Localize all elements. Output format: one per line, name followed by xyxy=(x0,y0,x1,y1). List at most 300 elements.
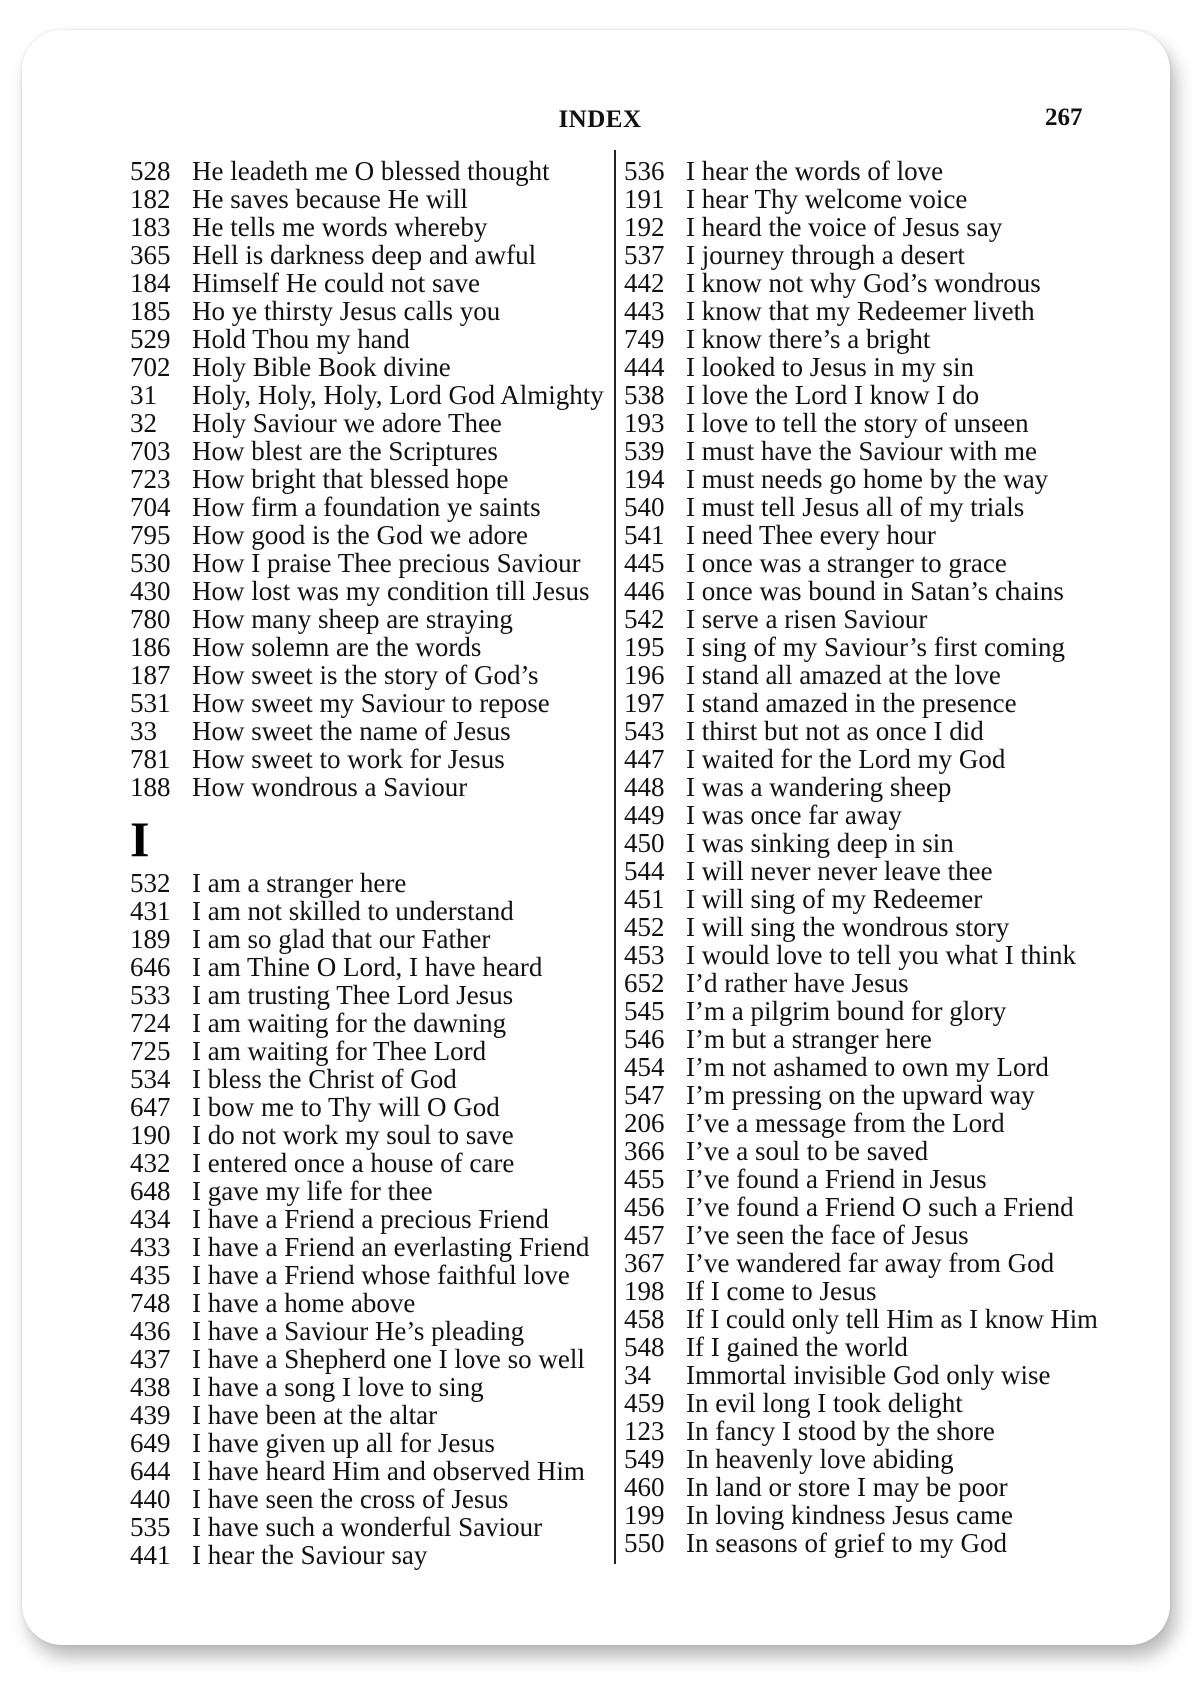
hymn-number: 189 xyxy=(130,924,171,954)
hymn-number: 530 xyxy=(130,548,171,578)
hymn-title: I serve a risen Saviour xyxy=(686,604,928,634)
index-entry xyxy=(130,1261,610,1289)
index-entry xyxy=(624,1165,1104,1193)
hymn-number: 197 xyxy=(624,688,665,718)
index-entry xyxy=(130,465,610,493)
index-entry xyxy=(130,953,610,981)
index-entry xyxy=(130,689,610,717)
hymn-number: 795 xyxy=(130,520,171,550)
hymn-number: 781 xyxy=(130,744,171,774)
index-entry xyxy=(130,1373,610,1401)
hymn-number: 31 xyxy=(130,380,157,410)
index-entry xyxy=(624,1109,1104,1137)
hymn-number: 704 xyxy=(130,492,171,522)
hymn-number: 446 xyxy=(624,576,665,606)
hymn-number: 652 xyxy=(624,968,665,998)
hymn-number: 199 xyxy=(624,1500,665,1530)
hymn-title: If I come to Jesus xyxy=(686,1276,877,1306)
hymn-number: 444 xyxy=(624,352,665,382)
hymn-title: I have given up all for Jesus xyxy=(192,1428,495,1458)
index-entry xyxy=(624,325,1104,353)
hymn-number: 367 xyxy=(624,1248,665,1278)
index-entry xyxy=(624,1389,1104,1417)
index-entry xyxy=(130,661,610,689)
index-entry xyxy=(130,1093,610,1121)
index-entry xyxy=(130,869,610,897)
hymn-title: I stand all amazed at the love xyxy=(686,660,1001,690)
hymn-title: I’m a pilgrim bound for glory xyxy=(686,996,1007,1026)
hymn-title: I love to tell the story of unseen xyxy=(686,408,1029,438)
hymn-title: I hear the words of love xyxy=(686,156,944,186)
hymn-title: I journey through a desert xyxy=(686,240,965,270)
hymn-number: 538 xyxy=(624,380,665,410)
hymn-title: I need Thee every hour xyxy=(686,520,936,550)
hymn-number: 32 xyxy=(130,408,157,438)
index-entry xyxy=(130,773,610,801)
hymn-title: I’m not ashamed to own my Lord xyxy=(686,1052,1049,1082)
hymn-number: 724 xyxy=(130,1008,171,1038)
hymn-number: 186 xyxy=(130,632,171,662)
hymn-title: I am waiting for Thee Lord xyxy=(192,1036,487,1066)
hymn-title: Himself He could not save xyxy=(192,268,480,298)
hymn-number: 192 xyxy=(624,212,665,242)
index-entry xyxy=(130,1457,610,1485)
hymn-title: How firm a foundation ye saints xyxy=(192,492,541,522)
index-entry xyxy=(130,297,610,325)
index-entry xyxy=(130,1541,610,1569)
hymn-title: I thirst but not as once I did xyxy=(686,716,984,746)
index-entry xyxy=(130,717,610,745)
index-entry xyxy=(624,1137,1104,1165)
hymn-number: 439 xyxy=(130,1400,171,1430)
hymn-title: I know not why God’s wondrous xyxy=(686,268,1041,298)
hymn-number: 723 xyxy=(130,464,171,494)
hymn-title: I know there’s a bright xyxy=(686,324,931,354)
index-entry xyxy=(624,1417,1104,1445)
right-entries xyxy=(624,157,1104,1557)
hymn-title: In seasons of grief to my God xyxy=(686,1528,1007,1558)
hymn-title: How blest are the Scriptures xyxy=(192,436,498,466)
index-entry xyxy=(130,1121,610,1149)
index-entry xyxy=(130,269,610,297)
index-entry xyxy=(130,925,610,953)
left-column xyxy=(130,157,610,1569)
index-entry xyxy=(624,661,1104,689)
hymn-title: In loving kindness Jesus came xyxy=(686,1500,1013,1530)
hymn-title: I will sing of my Redeemer xyxy=(686,884,983,914)
index-entry xyxy=(624,465,1104,493)
hymn-number: 431 xyxy=(130,896,171,926)
hymn-title: Hold Thou my hand xyxy=(192,324,410,354)
index-entry xyxy=(130,897,610,925)
hymn-number: 454 xyxy=(624,1052,665,1082)
hymn-title: I am so glad that our Father xyxy=(192,924,491,954)
index-entry xyxy=(130,1009,610,1037)
index-entry xyxy=(624,997,1104,1025)
index-entry xyxy=(130,633,610,661)
hymn-number: 748 xyxy=(130,1288,171,1318)
hymn-number: 449 xyxy=(624,800,665,830)
index-entry xyxy=(624,773,1104,801)
index-entry xyxy=(624,1221,1104,1249)
index-entry xyxy=(130,1345,610,1373)
hymn-title: Holy Saviour we adore Thee xyxy=(192,408,502,438)
index-entry xyxy=(624,745,1104,773)
hymn-number: 183 xyxy=(130,212,171,242)
hymn-number: 644 xyxy=(130,1456,171,1486)
index-entry xyxy=(130,521,610,549)
hymn-title: Hell is darkness deep and awful xyxy=(192,240,537,270)
hymn-number: 185 xyxy=(130,296,171,326)
index-entry xyxy=(130,981,610,1009)
index-entry xyxy=(624,941,1104,969)
hymn-number: 191 xyxy=(624,184,665,214)
hymn-title: I hear Thy welcome voice xyxy=(686,184,968,214)
hymn-title: I have a Friend an everlasting Friend xyxy=(192,1232,590,1262)
hymn-number: 448 xyxy=(624,772,665,802)
hymn-title: How sweet is the story of God’s xyxy=(192,660,539,690)
hymn-number: 648 xyxy=(130,1176,171,1206)
hymn-number: 198 xyxy=(624,1276,665,1306)
hymn-number: 195 xyxy=(624,632,665,662)
section-letter: I xyxy=(130,811,150,867)
hymn-number: 548 xyxy=(624,1332,665,1362)
hymn-title: I heard the voice of Jesus say xyxy=(686,212,1003,242)
index-entry xyxy=(130,381,610,409)
index-entry xyxy=(624,689,1104,717)
index-entry xyxy=(624,885,1104,913)
hymn-number: 780 xyxy=(130,604,171,634)
right-column xyxy=(624,157,1104,1557)
index-entry xyxy=(624,1277,1104,1305)
hymn-title: I am not skilled to understand xyxy=(192,896,514,926)
index-entry xyxy=(624,493,1104,521)
index-entry xyxy=(624,1473,1104,1501)
hymn-title: I hear the Saviour say xyxy=(192,1540,428,1570)
hymn-title: I love the Lord I know I do xyxy=(686,380,980,410)
hymn-number: 725 xyxy=(130,1036,171,1066)
hymn-number: 535 xyxy=(130,1512,171,1542)
index-entry xyxy=(624,717,1104,745)
hymn-number: 646 xyxy=(130,952,171,982)
hymn-title: I’ve found a Friend in Jesus xyxy=(686,1164,987,1194)
index-entry xyxy=(130,1065,610,1093)
hymn-title: How good is the God we adore xyxy=(192,520,528,550)
hymn-number: 539 xyxy=(624,436,665,466)
hymn-title: I bow me to Thy will O God xyxy=(192,1092,500,1122)
hymn-number: 435 xyxy=(130,1260,171,1290)
hymn-number: 433 xyxy=(130,1232,171,1262)
index-entry xyxy=(624,409,1104,437)
hymn-number: 459 xyxy=(624,1388,665,1418)
hymn-title: I was sinking deep in sin xyxy=(686,828,954,858)
index-entry xyxy=(130,1317,610,1345)
index-entry xyxy=(130,1037,610,1065)
index-entry xyxy=(130,1485,610,1513)
hymn-title: Holy Bible Book divine xyxy=(192,352,451,382)
index-entry xyxy=(624,353,1104,381)
hymn-number: 529 xyxy=(130,324,171,354)
hymn-number: 546 xyxy=(624,1024,665,1054)
hymn-number: 458 xyxy=(624,1304,665,1334)
hymn-number: 123 xyxy=(624,1416,665,1446)
index-entry xyxy=(130,213,610,241)
hymn-number: 442 xyxy=(624,268,665,298)
index-entry xyxy=(624,297,1104,325)
hymn-number: 544 xyxy=(624,856,665,886)
hymn-title: How many sheep are straying xyxy=(192,604,513,634)
index-entry xyxy=(130,745,610,773)
hymn-number: 453 xyxy=(624,940,665,970)
hymn-title: I’ve a message from the Lord xyxy=(686,1108,1005,1138)
index-entry xyxy=(624,437,1104,465)
index-entry xyxy=(624,213,1104,241)
index-entry xyxy=(130,353,610,381)
hymn-number: 549 xyxy=(624,1444,665,1474)
hymn-title: I have a Saviour He’s pleading xyxy=(192,1316,525,1346)
hymn-title: I have a Friend whose faithful love xyxy=(192,1260,570,1290)
hymn-title: If I gained the world xyxy=(686,1332,908,1362)
index-entry xyxy=(624,1193,1104,1221)
index-entry xyxy=(624,1445,1104,1473)
index-entry xyxy=(624,549,1104,577)
index-entry xyxy=(130,185,610,213)
hymn-number: 194 xyxy=(624,464,665,494)
index-entry xyxy=(130,577,610,605)
hymn-title: How solemn are the words xyxy=(192,632,482,662)
hymn-number: 749 xyxy=(624,324,665,354)
hymn-title: I know that my Redeemer liveth xyxy=(686,296,1035,326)
hymn-number: 182 xyxy=(130,184,171,214)
hymn-number: 438 xyxy=(130,1372,171,1402)
hymn-number: 193 xyxy=(624,408,665,438)
hymn-number: 436 xyxy=(130,1316,171,1346)
index-entry xyxy=(624,857,1104,885)
hymn-number: 432 xyxy=(130,1148,171,1178)
hymn-title: I’ve seen the face of Jesus xyxy=(686,1220,969,1250)
hymn-title: I gave my life for thee xyxy=(192,1176,433,1206)
index-entry xyxy=(130,1289,610,1317)
hymn-number: 441 xyxy=(130,1540,171,1570)
page-number: 267 xyxy=(1045,104,1083,131)
left-entries-i xyxy=(130,869,610,1569)
index-entry xyxy=(130,1177,610,1205)
index-entry xyxy=(130,493,610,521)
hymn-number: 434 xyxy=(130,1204,171,1234)
hymn-number: 703 xyxy=(130,436,171,466)
hymn-number: 33 xyxy=(130,716,157,746)
hymn-number: 447 xyxy=(624,744,665,774)
hymn-title: I’m but a stranger here xyxy=(686,1024,932,1054)
index-entry xyxy=(624,381,1104,409)
hymn-number: 528 xyxy=(130,156,171,186)
index-entry xyxy=(130,1205,610,1233)
hymn-title: If I could only tell Him as I know Him xyxy=(686,1304,1098,1334)
hymn-number: 545 xyxy=(624,996,665,1026)
index-entry xyxy=(130,1513,610,1541)
hymn-number: 440 xyxy=(130,1484,171,1514)
left-entries-h xyxy=(130,157,610,801)
hymn-title: I once was bound in Satan’s chains xyxy=(686,576,1064,606)
hymn-number: 188 xyxy=(130,772,171,802)
hymn-title: How I praise Thee precious Saviour xyxy=(192,548,581,578)
hymn-number: 647 xyxy=(130,1092,171,1122)
hymn-title: He leadeth me O blessed thought xyxy=(192,156,550,186)
hymn-title: Immortal invisible God only wise xyxy=(686,1360,1051,1390)
hymn-number: 190 xyxy=(130,1120,171,1150)
index-entry xyxy=(624,1333,1104,1361)
hymn-title: I am a stranger here xyxy=(192,868,407,898)
hymn-number: 540 xyxy=(624,492,665,522)
hymn-number: 649 xyxy=(130,1428,171,1458)
hymn-title: I must needs go home by the way xyxy=(686,464,1049,494)
page-title: INDEX xyxy=(558,106,642,133)
hymn-title: He tells me words whereby xyxy=(192,212,488,242)
index-entry xyxy=(624,605,1104,633)
hymn-number: 443 xyxy=(624,296,665,326)
hymn-title: How sweet my Saviour to repose xyxy=(192,688,550,718)
index-entry xyxy=(624,801,1104,829)
index-entry xyxy=(624,829,1104,857)
hymn-number: 206 xyxy=(624,1108,665,1138)
hymn-number: 452 xyxy=(624,912,665,942)
hymn-number: 184 xyxy=(130,268,171,298)
hymn-title: I bless the Christ of God xyxy=(192,1064,457,1094)
hymn-title: I waited for the Lord my God xyxy=(686,744,1006,774)
hymn-title: I have seen the cross of Jesus xyxy=(192,1484,509,1514)
hymn-title: How bright that blessed hope xyxy=(192,464,509,494)
hymn-title: How sweet the name of Jesus xyxy=(192,716,511,746)
hymn-number: 702 xyxy=(130,352,171,382)
hymn-title: I have a home above xyxy=(192,1288,416,1318)
hymn-number: 547 xyxy=(624,1080,665,1110)
index-entry xyxy=(624,269,1104,297)
index-entry xyxy=(624,1025,1104,1053)
hymn-number: 533 xyxy=(130,980,171,1010)
hymn-number: 537 xyxy=(624,240,665,270)
index-entry xyxy=(130,157,610,185)
index-entry xyxy=(624,1053,1104,1081)
hymn-title: I once was a stranger to grace xyxy=(686,548,1007,578)
hymn-number: 450 xyxy=(624,828,665,858)
index-entry xyxy=(130,409,610,437)
index-entry xyxy=(130,1429,610,1457)
index-entry xyxy=(624,157,1104,185)
hymn-title: I do not work my soul to save xyxy=(192,1120,514,1150)
index-entry xyxy=(624,521,1104,549)
hymn-title: I am Thine O Lord, I have heard xyxy=(192,952,543,982)
hymn-number: 34 xyxy=(624,1360,651,1390)
index-entry xyxy=(624,969,1104,997)
hymn-number: 365 xyxy=(130,240,171,270)
hymn-title: I sing of my Saviour’s first coming xyxy=(686,632,1065,662)
hymn-title: I will sing the wondrous story xyxy=(686,912,1010,942)
hymn-number: 456 xyxy=(624,1192,665,1222)
index-entry xyxy=(130,605,610,633)
hymn-title: I have a Shepherd one I love so well xyxy=(192,1344,585,1374)
hymn-title: I’m pressing on the upward way xyxy=(686,1080,1035,1110)
hymn-title: How lost was my condition till Jesus xyxy=(192,576,590,606)
index-entry xyxy=(130,549,610,577)
hymn-number: 187 xyxy=(130,660,171,690)
hymn-title: I will never never leave thee xyxy=(686,856,993,886)
hymn-title: I’ve found a Friend O such a Friend xyxy=(686,1192,1074,1222)
hymn-title: I’ve a soul to be saved xyxy=(686,1136,929,1166)
hymn-number: 531 xyxy=(130,688,171,718)
hymn-number: 430 xyxy=(130,576,171,606)
index-entry xyxy=(624,913,1104,941)
index-entry xyxy=(130,241,610,269)
hymn-title: In land or store I may be poor xyxy=(686,1472,1008,1502)
hymn-title: In evil long I took delight xyxy=(686,1388,963,1418)
hymn-number: 196 xyxy=(624,660,665,690)
index-entry xyxy=(624,1361,1104,1389)
hymn-number: 457 xyxy=(624,1220,665,1250)
hymn-number: 460 xyxy=(624,1472,665,1502)
hymn-title: In fancy I stood by the shore xyxy=(686,1416,995,1446)
hymn-title: I would love to tell you what I think xyxy=(686,940,1076,970)
index-entry xyxy=(624,1081,1104,1109)
index-entry xyxy=(624,633,1104,661)
hymn-title: Holy, Holy, Holy, Lord God Almighty xyxy=(192,380,604,410)
index-entry xyxy=(624,185,1104,213)
hymn-number: 437 xyxy=(130,1344,171,1374)
hymn-number: 366 xyxy=(624,1136,665,1166)
hymn-title: I have been at the altar xyxy=(192,1400,438,1430)
index-entry xyxy=(624,1249,1104,1277)
hymn-title: I stand amazed in the presence xyxy=(686,688,1017,718)
hymn-number: 541 xyxy=(624,520,665,550)
hymn-number: 451 xyxy=(624,884,665,914)
index-entry xyxy=(624,577,1104,605)
hymn-title: I entered once a house of care xyxy=(192,1148,515,1178)
hymn-number: 534 xyxy=(130,1064,171,1094)
hymn-title: He saves because He will xyxy=(192,184,468,214)
hymn-title: I was once far away xyxy=(686,800,902,830)
hymn-title: I looked to Jesus in my sin xyxy=(686,352,974,382)
hymn-title: Ho ye thirsty Jesus calls you xyxy=(192,296,501,326)
hymn-title: I’d rather have Jesus xyxy=(686,968,909,998)
index-entry xyxy=(130,1233,610,1261)
hymn-number: 455 xyxy=(624,1164,665,1194)
column-divider xyxy=(614,150,616,1564)
hymn-number: 445 xyxy=(624,548,665,578)
hymn-number: 532 xyxy=(130,868,171,898)
hymn-title: I have heard Him and observed Him xyxy=(192,1456,585,1486)
index-entry xyxy=(624,241,1104,269)
hymn-title: How wondrous a Saviour xyxy=(192,772,468,802)
hymn-title: I must tell Jesus all of my trials xyxy=(686,492,1025,522)
hymn-title: How sweet to work for Jesus xyxy=(192,744,505,774)
index-entry xyxy=(624,1501,1104,1529)
index-entry xyxy=(624,1529,1104,1557)
hymn-title: I must have the Saviour with me xyxy=(686,436,1037,466)
hymn-number: 550 xyxy=(624,1528,665,1558)
index-entry xyxy=(130,437,610,465)
hymn-number: 542 xyxy=(624,604,665,634)
hymn-title: I have a song I love to sing xyxy=(192,1372,484,1402)
hymn-title: In heavenly love abiding xyxy=(686,1444,954,1474)
hymn-title: I was a wandering sheep xyxy=(686,772,952,802)
index-entry xyxy=(624,1305,1104,1333)
hymn-number: 543 xyxy=(624,716,665,746)
index-entry xyxy=(130,325,610,353)
hymn-title: I have a Friend a precious Friend xyxy=(192,1204,549,1234)
index-entry xyxy=(130,1149,610,1177)
hymn-title: I have such a wonderful Saviour xyxy=(192,1512,543,1542)
hymn-title: I’ve wandered far away from God xyxy=(686,1248,1055,1278)
hymn-title: I am trusting Thee Lord Jesus xyxy=(192,980,514,1010)
